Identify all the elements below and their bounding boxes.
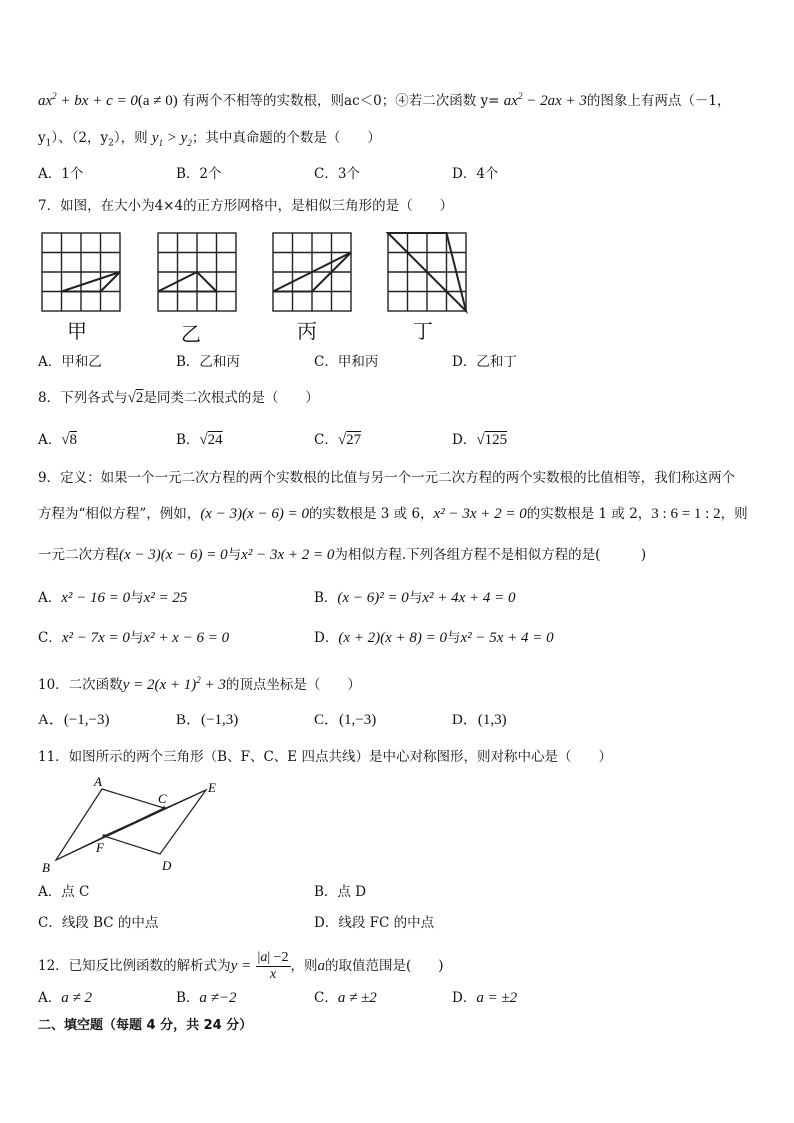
q12-fraction: $\frac{|a| -2}{x}$ bbox=[257, 950, 289, 982]
q10-option-d[interactable]: D．(1,3) bbox=[452, 712, 507, 728]
grid-yi bbox=[158, 233, 236, 311]
q6-line1: $ax^2$ + bx + c = 0(a ≠ 0) 有两个不相等的实数根，则ac＜0；④若二次函数 $y= ax^2 - 2ax + 3$的图象上有两点（－1， bbox=[38, 91, 731, 109]
sqrt-symbol: √2 bbox=[127, 390, 144, 406]
q9-line2: 方程为“相似方程”，例如，(x − 3)(x − 6) = 0的实数根是 3 或 6，x² − 3x + 2 = 0的实数根是 1 或 2，3 : 6 = 1 : 2，则 bbox=[38, 506, 748, 522]
q7-option-d[interactable]: D．乙和丁 bbox=[452, 354, 517, 370]
q12-option-b[interactable]: B．a ≠−2 bbox=[176, 990, 237, 1006]
q8-option-d[interactable]: D．√125 bbox=[452, 432, 508, 448]
point-D: D bbox=[162, 858, 172, 873]
q6-option-c[interactable]: C．3个 bbox=[314, 166, 360, 182]
q11-option-c[interactable]: C．线段 BC 的中点 bbox=[38, 915, 159, 931]
q7-stem: 7．如图，在大小为4×4的正方形网格中，是相似三角形的是（ ） bbox=[38, 198, 454, 214]
q7-option-b[interactable]: B．乙和丙 bbox=[176, 354, 240, 370]
point-C: C bbox=[158, 791, 167, 806]
point-B: B bbox=[42, 860, 50, 875]
q10-option-b[interactable]: B．(−1,3) bbox=[176, 712, 239, 728]
grid-bing bbox=[273, 233, 351, 311]
point-A: A bbox=[94, 774, 102, 789]
grid-ding bbox=[388, 233, 466, 311]
q7-grids-figure bbox=[40, 230, 470, 314]
q6-text-b: 的图象上有两点（－1， bbox=[586, 93, 731, 109]
q6-option-a[interactable]: A．1个 bbox=[38, 166, 84, 182]
q9-option-c[interactable]: C．x² − 7x = 0与x² + x − 6 = 0 bbox=[38, 630, 230, 646]
section-heading: 二、填空题（每题 4 分，共 24 分） bbox=[38, 1018, 253, 1033]
q6-inequality: $y_1 > y_2$ bbox=[151, 130, 192, 148]
q6-option-d[interactable]: D．4个 bbox=[452, 166, 499, 182]
q8-option-a[interactable]: A．√8 bbox=[38, 432, 77, 448]
q8-option-c[interactable]: C．√27 bbox=[314, 432, 362, 448]
q7-option-c[interactable]: C．甲和丙 bbox=[314, 354, 379, 370]
q6-option-b[interactable]: B．2个 bbox=[176, 166, 222, 182]
grid-jia bbox=[42, 233, 120, 311]
grid-label-yi: 乙 bbox=[181, 322, 201, 346]
q10-function: $y = 2(x + 1)^2 + 3$ bbox=[122, 675, 226, 693]
grid-label-jia: 甲 bbox=[67, 319, 87, 343]
q9-option-b[interactable]: B．(x − 6)² = 0与x² + 4x + 4 = 0 bbox=[314, 590, 516, 606]
q10-stem: 10．二次函数$y = 2(x + 1)^2 + 3$的顶点坐标是（ ） bbox=[38, 675, 361, 693]
q12-option-a[interactable]: A．a ≠ 2 bbox=[38, 990, 92, 1006]
grid-label-ding: 丁 bbox=[413, 319, 433, 343]
point-E: E bbox=[208, 780, 216, 795]
q12-stem: 12．已知反比例函数的解析式为y = $\frac{|a| -2}{x}$ ，则a的取值范围是( ) bbox=[38, 950, 444, 982]
q11-option-d[interactable]: D．线段 FC 的中点 bbox=[314, 915, 435, 931]
q9-option-a[interactable]: A．x² − 16 = 0与x² = 25 bbox=[38, 590, 188, 606]
q10-option-c[interactable]: C．(1,−3) bbox=[314, 712, 377, 728]
q6-text-a: 有两个不相等的实数根，则ac＜0；④若二次函数 y= bbox=[182, 93, 500, 109]
q12-option-c[interactable]: C．a ≠ ±2 bbox=[314, 990, 377, 1006]
q11-option-a[interactable]: A．点 C bbox=[38, 884, 90, 900]
q8-stem: 8．下列各式与√2是同类二次根式的是（ ） bbox=[38, 390, 319, 406]
q7-option-a[interactable]: A．甲和乙 bbox=[38, 354, 102, 370]
q10-option-a[interactable]: A．(−1,−3) bbox=[38, 712, 110, 728]
q6-function: $ax^2 - 2ax + 3$ bbox=[503, 91, 587, 109]
q6-equation: $ax^2$ + bx + c = 0 bbox=[38, 91, 138, 109]
q12-option-d[interactable]: D．a = ±2 bbox=[452, 990, 518, 1006]
grid-label-bing: 丙 bbox=[297, 319, 317, 343]
q8-option-b[interactable]: B．√24 bbox=[176, 432, 223, 448]
q9-line1: 9．定义：如果一个一元二次方程的两个实数根的比值与另一个一元二次方程的两个实数根的比值相等，我们称这两个 bbox=[38, 470, 736, 486]
point-F: F bbox=[96, 840, 104, 855]
q11-figure bbox=[36, 774, 236, 876]
q9-option-d[interactable]: D．(x + 2)(x + 8) = 0与x² − 5x + 4 = 0 bbox=[314, 630, 554, 646]
q11-stem: 11．如图所示的两个三角形（B、F、C、E 四点共线）是中心对称图形，则对称中心是（ ） bbox=[38, 749, 612, 765]
q11-option-b[interactable]: B．点 D bbox=[314, 884, 367, 900]
q9-line3: 一元二次方程(x − 3)(x − 6) = 0与x² − 3x + 2 = 0为相似方程.下列各组方程不是相似方程的是( ) bbox=[38, 547, 647, 563]
q6-line2: $y_1$）、（2，$y_2$），则 $y_1 > y_2$；其中真命题的个数是（ ） bbox=[38, 130, 381, 149]
